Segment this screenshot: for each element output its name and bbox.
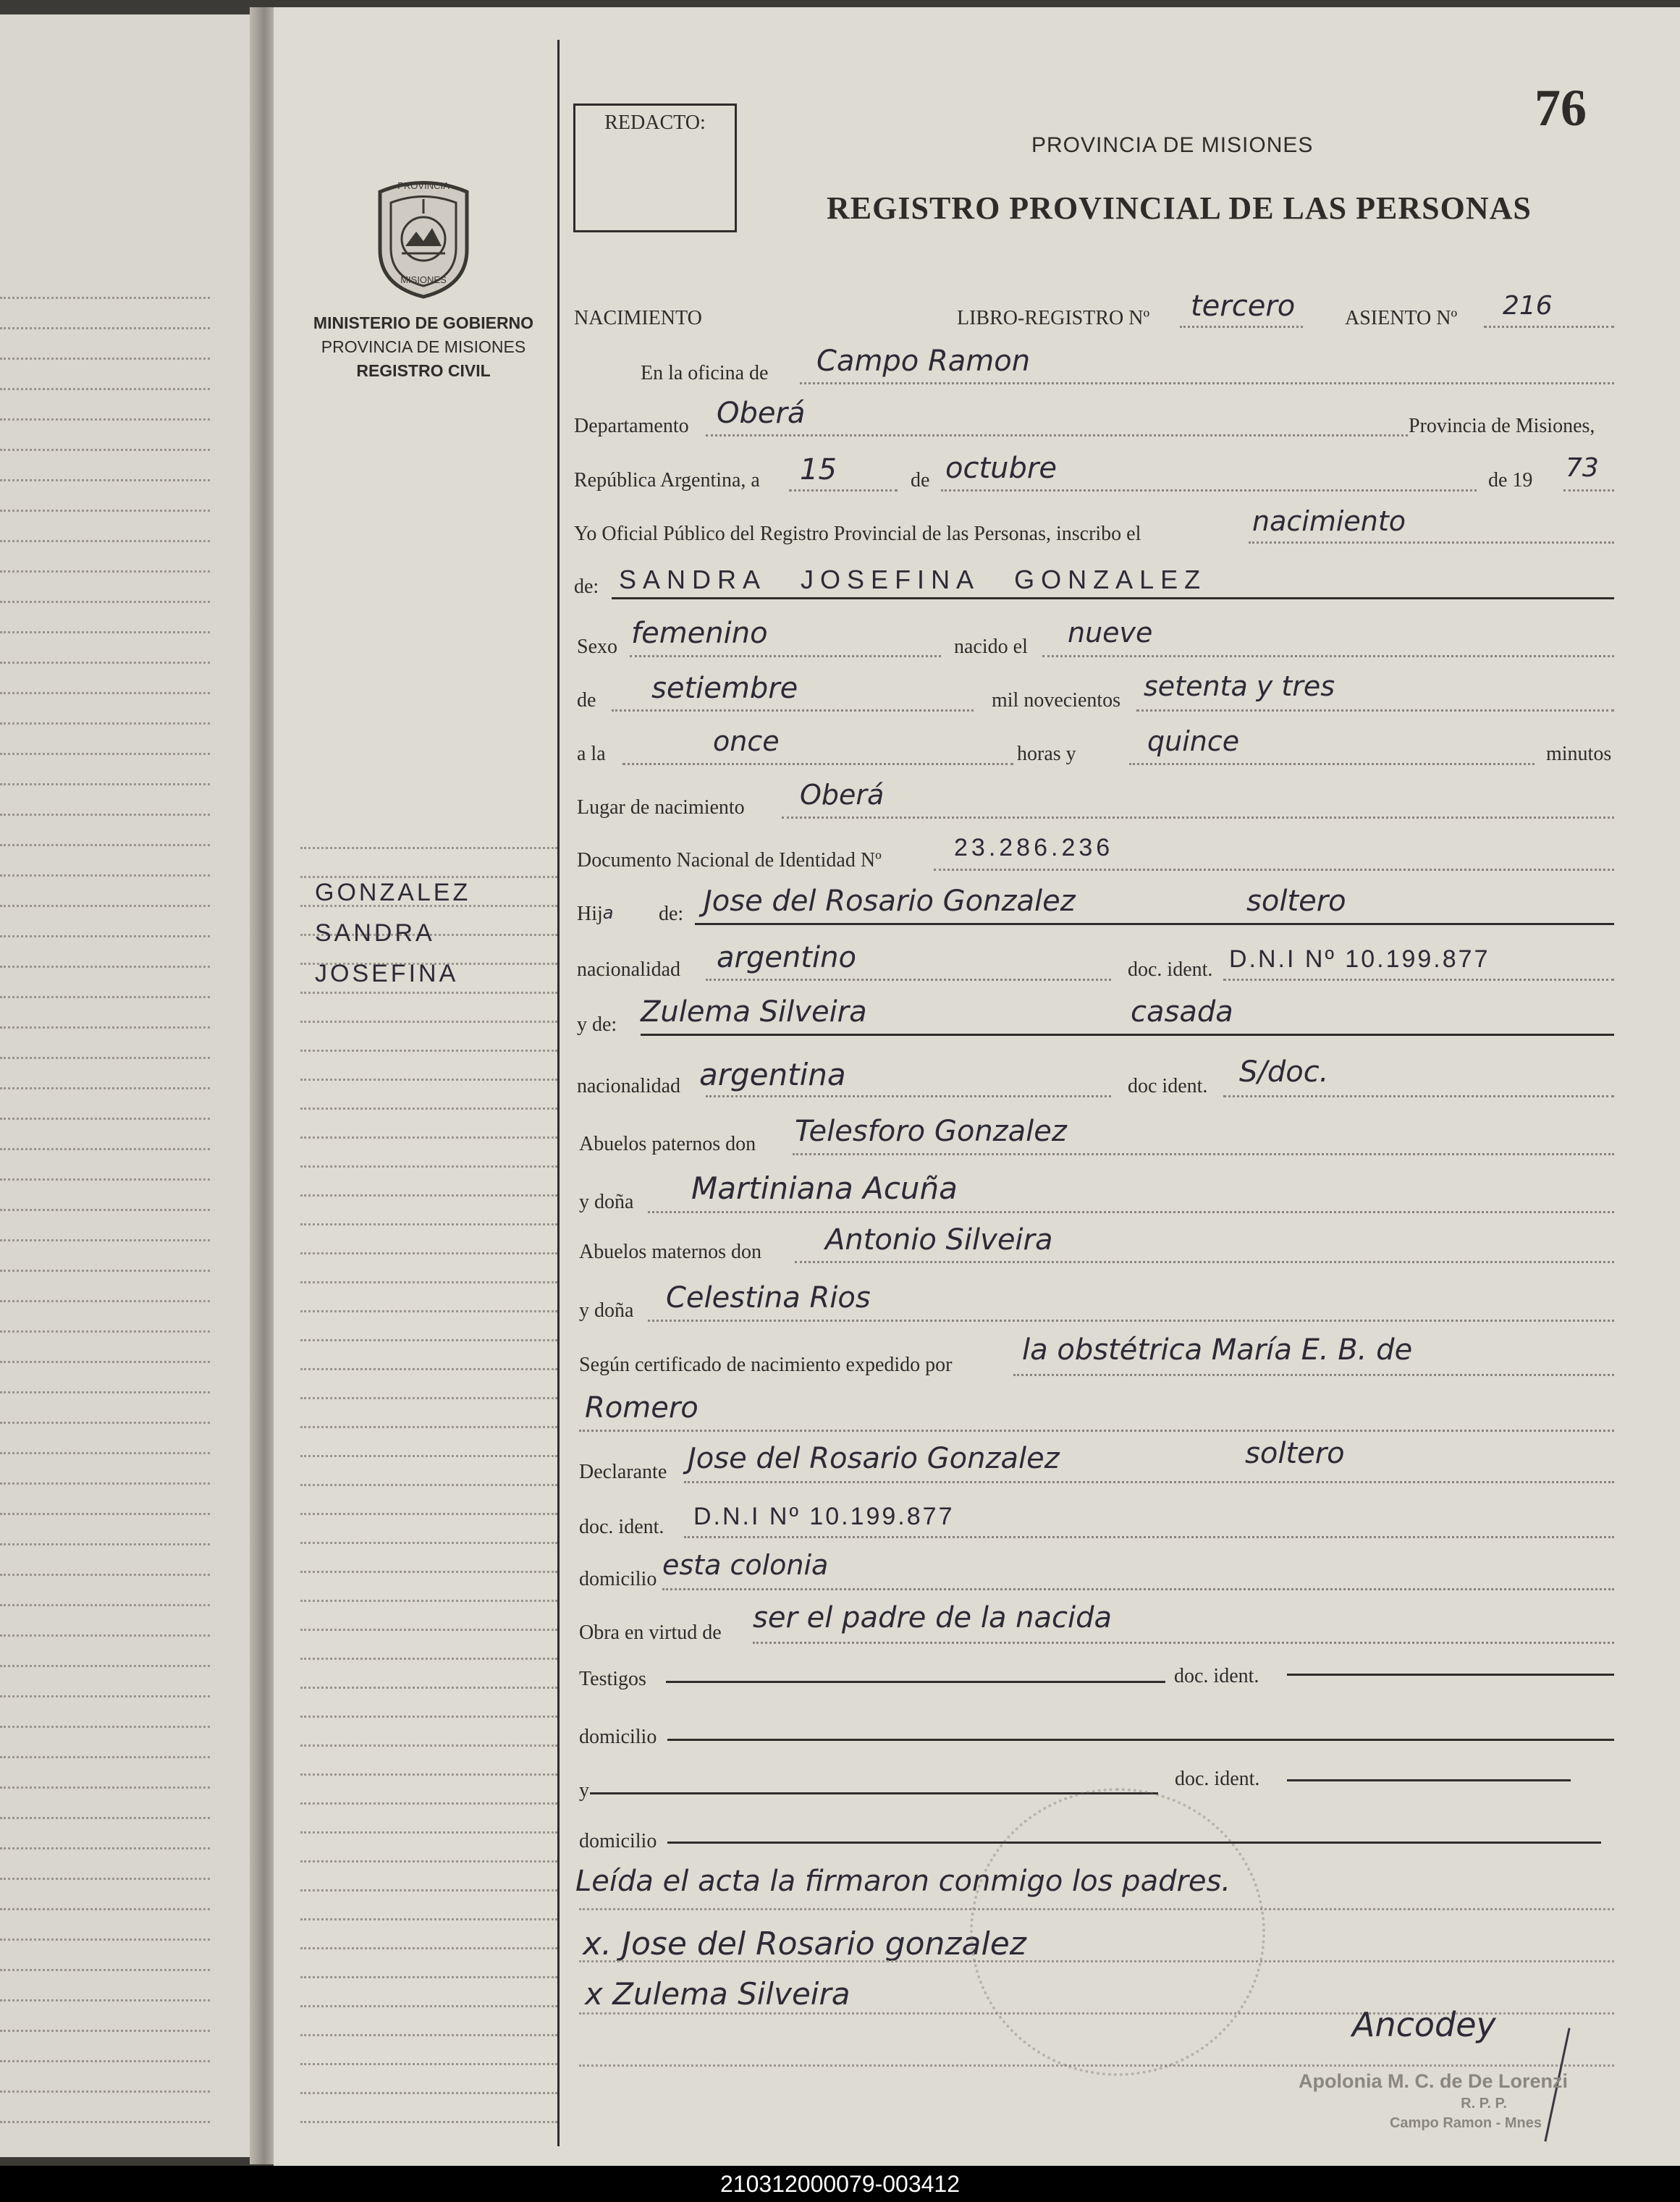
lugar-line — [782, 817, 1614, 819]
madre-estado: casada — [1131, 995, 1233, 1029]
ruled-line — [300, 1136, 557, 1139]
ruled-line — [0, 1239, 210, 1241]
redacto-label: REDACTO: — [604, 111, 706, 134]
margin-divider — [557, 40, 560, 2146]
inscribo-line — [1249, 541, 1614, 544]
ruled-line — [0, 1452, 210, 1454]
ministry-block — [300, 313, 546, 381]
ministry-line3: REGISTRO CIVIL — [356, 361, 491, 380]
abuela-pat: Martiniana Acuña — [691, 1170, 958, 1206]
padre-doc-line — [1223, 979, 1614, 981]
header-title: REGISTRO PROVINCIAL DE LAS PERSONAS — [827, 190, 1532, 226]
ruled-line — [0, 1178, 210, 1181]
obra-value: ser el padre de la nacida — [753, 1601, 1113, 1634]
ruled-line — [0, 449, 210, 451]
y-doc-line — [1287, 1779, 1571, 1781]
ruled-line — [300, 1021, 557, 1023]
oficina-value: Campo Ramon — [816, 345, 1031, 378]
segun-label: Según certificado de nacimiento expedido por — [579, 1354, 953, 1376]
ruled-line — [300, 1165, 557, 1168]
mes-nac-line — [612, 709, 974, 712]
child-name: SANDRA JOSEFINA GONZALEZ — [619, 565, 1207, 594]
ruled-line — [300, 1600, 557, 1602]
ruled-line — [0, 327, 210, 329]
ruled-line — [300, 1426, 557, 1428]
yde-label: y de: — [577, 1013, 617, 1036]
hijo-suffix: a — [602, 903, 614, 923]
padre-doc: D.N.I Nº 10.199.877 — [1229, 945, 1490, 973]
ruled-line — [0, 1939, 210, 1941]
testigos-line — [666, 1681, 1165, 1683]
hijo-label — [577, 903, 614, 926]
ruled-line — [0, 388, 210, 390]
sexo-label: Sexo — [577, 636, 617, 658]
ruled-line — [0, 1087, 210, 1089]
departamento-value: Oberá — [717, 397, 806, 430]
domicilio-line — [662, 1588, 1614, 1590]
ruled-line — [0, 1878, 210, 1880]
ruled-line — [300, 2005, 557, 2007]
type-label: NACIMIENTO — [574, 307, 702, 329]
ruled-line — [300, 1802, 557, 1805]
stamp-title: R. P. P. — [1461, 2096, 1507, 2112]
ruled-line — [0, 783, 210, 785]
ruled-line — [0, 2060, 210, 2062]
ruled-line — [300, 1252, 557, 1254]
inscribo-value: nacimiento — [1252, 505, 1406, 537]
ruled-line — [0, 1330, 210, 1333]
ruled-line — [0, 1270, 210, 1272]
libro-label: LIBRO-REGISTRO Nº — [957, 307, 1150, 329]
abuelos-pat-label: Abuelos paternos don — [579, 1133, 756, 1155]
abuelos-mat-label: Abuelos maternos don — [579, 1241, 761, 1263]
ruled-line — [0, 1908, 210, 1910]
ruled-line — [300, 1745, 557, 1747]
ministry-line1: MINISTERIO DE GOBIERNO — [313, 313, 534, 332]
ruled-line — [0, 1847, 210, 1849]
abuela-mat-line — [648, 1320, 1614, 1322]
margin-note-surname: GONZALEZ — [315, 879, 471, 906]
ruled-line — [300, 1455, 557, 1457]
ruled-line — [0, 1574, 210, 1576]
segun-value2: Romero — [585, 1391, 698, 1425]
ruled-line — [300, 1947, 557, 1949]
month-line — [941, 489, 1477, 492]
hijo-prefix: Hij — [577, 903, 603, 925]
de-label: de — [911, 469, 930, 492]
ruled-line — [300, 2063, 557, 2065]
dni-line — [934, 869, 1614, 871]
domicilio-label: domicilio — [579, 1568, 657, 1590]
ruled-line — [0, 2091, 210, 2093]
de3-label: de: — [659, 903, 684, 925]
ruled-line — [300, 1658, 557, 1660]
margin-note-second: JOSEFINA — [315, 960, 459, 987]
hora-value: once — [713, 725, 780, 757]
ruled-line — [300, 2092, 557, 2094]
ruled-line — [0, 1513, 210, 1515]
ruled-line — [0, 996, 210, 998]
madre-doc-line — [1223, 1095, 1614, 1097]
ruled-line — [0, 418, 210, 421]
ruled-line — [0, 1665, 210, 1667]
nacido-label: nacido el — [954, 636, 1028, 658]
ruled-line — [0, 814, 210, 816]
ruled-line — [0, 1634, 210, 1637]
emblem-bottom-text: MISIONES — [400, 274, 447, 285]
ydona2-label: y doña — [579, 1299, 634, 1322]
anio-nac-value: setenta y tres — [1144, 670, 1335, 702]
ruled-line — [0, 844, 210, 846]
year-value: 73 — [1566, 453, 1599, 483]
closing-line-1: Leída el acta la firmaron conmigo los padres. — [575, 1865, 1231, 1898]
padre-nac-line — [706, 979, 1111, 981]
madre-doc: S/doc. — [1239, 1055, 1329, 1089]
declarante-value: Jose del Rosario Gonzalez — [688, 1442, 1060, 1475]
padre-estado: soltero — [1246, 885, 1346, 918]
ruled-line — [0, 1726, 210, 1728]
ruled-line — [0, 1118, 210, 1120]
ruled-line — [0, 874, 210, 877]
departamento-line — [706, 434, 1408, 436]
officer-signature: Ancodey — [1352, 2005, 1496, 2044]
ruled-line — [0, 601, 210, 603]
abuelo-pat: Telesforo Gonzalez — [795, 1115, 1067, 1148]
ruled-line — [300, 1773, 557, 1776]
ruled-line — [0, 966, 210, 968]
ruled-line — [0, 1482, 210, 1485]
redacto-box — [573, 104, 737, 232]
ruled-line — [0, 358, 210, 360]
ruled-line — [0, 1695, 210, 1697]
ruled-line — [0, 570, 210, 573]
ruled-line — [300, 1687, 557, 1689]
madre-nac-line — [706, 1095, 1111, 1097]
abuela-mat: Celestina Rios — [666, 1281, 871, 1315]
ruled-line — [300, 1397, 557, 1399]
closing-line-2: x. Jose del Rosario gonzalez — [583, 1925, 1026, 1962]
margin-note — [315, 872, 470, 994]
stamp-place: Campo Ramon - Mnes — [1389, 2115, 1542, 2131]
nacido-line — [1042, 655, 1614, 657]
dni-value: 23.286.236 — [954, 834, 1114, 861]
ruled-line — [300, 1918, 557, 1920]
dni-label: Documento Nacional de Identidad Nº — [577, 849, 882, 872]
padre-nacionalidad: argentino — [717, 941, 856, 974]
obra-line — [753, 1642, 1614, 1644]
footer-id: 210312000079-003412 — [720, 2171, 960, 2197]
madre-value: Zulema Silveira — [641, 995, 867, 1029]
ruled-line — [300, 1368, 557, 1370]
stamp-name: Apolonia M. C. de De Lorenzi — [1298, 2070, 1568, 2092]
minutos-label: minutos — [1546, 743, 1612, 765]
left-page — [0, 14, 253, 2157]
provincia-label: Provincia de Misiones, — [1409, 415, 1595, 437]
ruled-line — [300, 1513, 557, 1515]
padre-value: Jose del Rosario Gonzalez — [704, 885, 1076, 918]
ruled-line — [0, 1148, 210, 1150]
ministry-line2: PROVINCIA DE MISIONES — [321, 337, 526, 356]
lugar-label: Lugar de nacimiento — [577, 796, 745, 819]
ruled-line — [0, 905, 210, 907]
minutos-line — [1129, 763, 1535, 765]
margin-note-first: SANDRA — [315, 919, 435, 947]
ydona-label: y doña — [579, 1191, 634, 1213]
month-value: octubre — [945, 452, 1057, 485]
domicilio2-label: domicilio — [579, 1726, 657, 1748]
libro-line — [1180, 326, 1303, 328]
departamento-label: Departamento — [574, 415, 689, 437]
ruled-line — [0, 1422, 210, 1424]
page-number: 76 — [1535, 79, 1587, 137]
domicilio2-line — [667, 1739, 1614, 1741]
ruled-line — [0, 753, 210, 755]
ruled-line — [0, 510, 210, 512]
anio-nac-line — [1136, 709, 1614, 712]
ruled-line — [300, 847, 557, 849]
ruled-line — [300, 2121, 557, 2123]
year-prefix: de 19 — [1488, 469, 1533, 492]
declarante-line — [684, 1481, 1614, 1483]
ruled-line — [300, 1050, 557, 1052]
declarante-estado: soltero — [1245, 1437, 1345, 1470]
abuela-pat-line — [648, 1211, 1614, 1213]
ruled-line — [300, 1831, 557, 1834]
hora-line — [622, 763, 1013, 765]
ruled-line — [0, 1391, 210, 1393]
mil-label: mil novecientos — [992, 689, 1121, 712]
ala-label: a la — [577, 743, 606, 765]
ruled-line — [0, 479, 210, 481]
segun-value: la obstétrica María E. B. de — [1022, 1333, 1413, 1367]
ruled-line — [300, 1889, 557, 1891]
ruled-line — [0, 540, 210, 542]
day-value: 15 — [800, 453, 837, 486]
ruled-line — [0, 1756, 210, 1758]
libro-value: tercero — [1191, 290, 1296, 323]
declarante-doc: D.N.I Nº 10.199.877 — [693, 1503, 955, 1530]
segun-line2 — [579, 1430, 1614, 1432]
ruled-line — [300, 1339, 557, 1341]
ruled-line — [300, 1542, 557, 1544]
day-line — [789, 489, 898, 492]
nacionalidad-label: nacionalidad — [577, 958, 681, 981]
ruled-line — [0, 1787, 210, 1789]
madre-nacionalidad: argentina — [699, 1057, 846, 1092]
ruled-line — [300, 1310, 557, 1312]
doc-ident-label: doc. ident. — [579, 1516, 664, 1538]
oficina-line — [800, 382, 1614, 384]
docident-label: doc. ident. — [1128, 958, 1213, 981]
abuelo-mat-line — [795, 1261, 1614, 1263]
docident2-label: doc ident. — [1128, 1075, 1208, 1097]
ruled-line — [300, 1571, 557, 1573]
ruled-line — [0, 631, 210, 633]
ruled-line — [300, 1281, 557, 1283]
testigos-label: Testigos — [579, 1668, 646, 1690]
nacionalidad2-label: nacionalidad — [577, 1075, 681, 1097]
minutos-value: quince — [1147, 725, 1240, 757]
mes-nac-value: setiembre — [651, 672, 798, 705]
asiento-label: ASIENTO Nº — [1345, 307, 1458, 329]
testigos-doc-label: doc. ident. — [1174, 1665, 1259, 1687]
ruled-line — [0, 662, 210, 664]
declarante-label: Declarante — [579, 1461, 667, 1483]
ruled-line — [0, 1543, 210, 1545]
officer-stamp — [1270, 2070, 1596, 2132]
testigos-doc-line — [1287, 1674, 1614, 1676]
ruled-line — [0, 1300, 210, 1302]
padre-line — [695, 923, 1614, 925]
ruled-line — [300, 1108, 557, 1110]
nacido-value: nueve — [1068, 617, 1153, 649]
ruled-line — [0, 1209, 210, 1211]
official-seal — [970, 1788, 1265, 2076]
oficina-label: En la oficina de — [641, 362, 769, 384]
header-province: PROVINCIA DE MISIONES — [1031, 133, 1314, 157]
ruled-line — [0, 1361, 210, 1363]
lugar-value: Oberá — [800, 779, 885, 811]
ruled-line — [300, 2034, 557, 2036]
closing-line-3: x Zulema Silveira — [585, 1976, 850, 2012]
madre-line — [641, 1034, 1614, 1036]
ruled-line — [0, 722, 210, 725]
ruled-line — [0, 692, 210, 694]
obra-label: Obra en virtud de — [579, 1621, 722, 1644]
republica-label: República Argentina, a — [574, 469, 760, 492]
de-colon-label: de: — [574, 575, 599, 598]
declarante-doc-line — [684, 1536, 1614, 1538]
ruled-line — [300, 1860, 557, 1863]
oficial-text: Yo Oficial Público del Registro Provincial de las Personas, inscribo el — [574, 523, 1141, 545]
year-line — [1563, 489, 1614, 492]
ruled-line — [0, 1817, 210, 1819]
de2-label: de — [577, 689, 596, 712]
y-label: y — [579, 1779, 589, 1802]
ruled-line — [300, 1223, 557, 1226]
domicilio3-label: domicilio — [579, 1830, 657, 1852]
ruled-line — [300, 1976, 557, 1978]
ruled-line — [0, 2030, 210, 2032]
segun-line — [1013, 1374, 1614, 1376]
ruled-line — [0, 2121, 210, 2123]
ruled-line — [0, 1604, 210, 1606]
provincial-emblem — [366, 177, 481, 300]
ruled-line — [0, 935, 210, 937]
asiento-value: 216 — [1503, 291, 1553, 321]
footer-id-bar — [0, 2166, 1680, 2202]
horas-label: horas y — [1017, 743, 1076, 765]
y-doc-label: doc. ident. — [1175, 1768, 1260, 1790]
abuelo-pat-line — [793, 1153, 1614, 1155]
ruled-line — [300, 1629, 557, 1631]
name-line — [612, 597, 1614, 599]
abuelo-mat: Antonio Silveira — [825, 1223, 1053, 1257]
ruled-line — [0, 1969, 210, 1971]
ruled-line — [300, 1484, 557, 1486]
ruled-line — [0, 297, 210, 299]
emblem-top-text: PROVINCIA — [397, 180, 449, 191]
ruled-line — [300, 1194, 557, 1197]
ruled-line — [0, 1057, 210, 1059]
sexo-line — [630, 655, 941, 657]
sexo-value: femenino — [631, 617, 768, 650]
ruled-line — [300, 1079, 557, 1081]
ruled-line — [0, 1999, 210, 2001]
ruled-line — [300, 1716, 557, 1718]
ruled-line — [0, 1026, 210, 1029]
asiento-line — [1484, 326, 1614, 328]
domicilio-value: esta colonia — [662, 1549, 829, 1581]
